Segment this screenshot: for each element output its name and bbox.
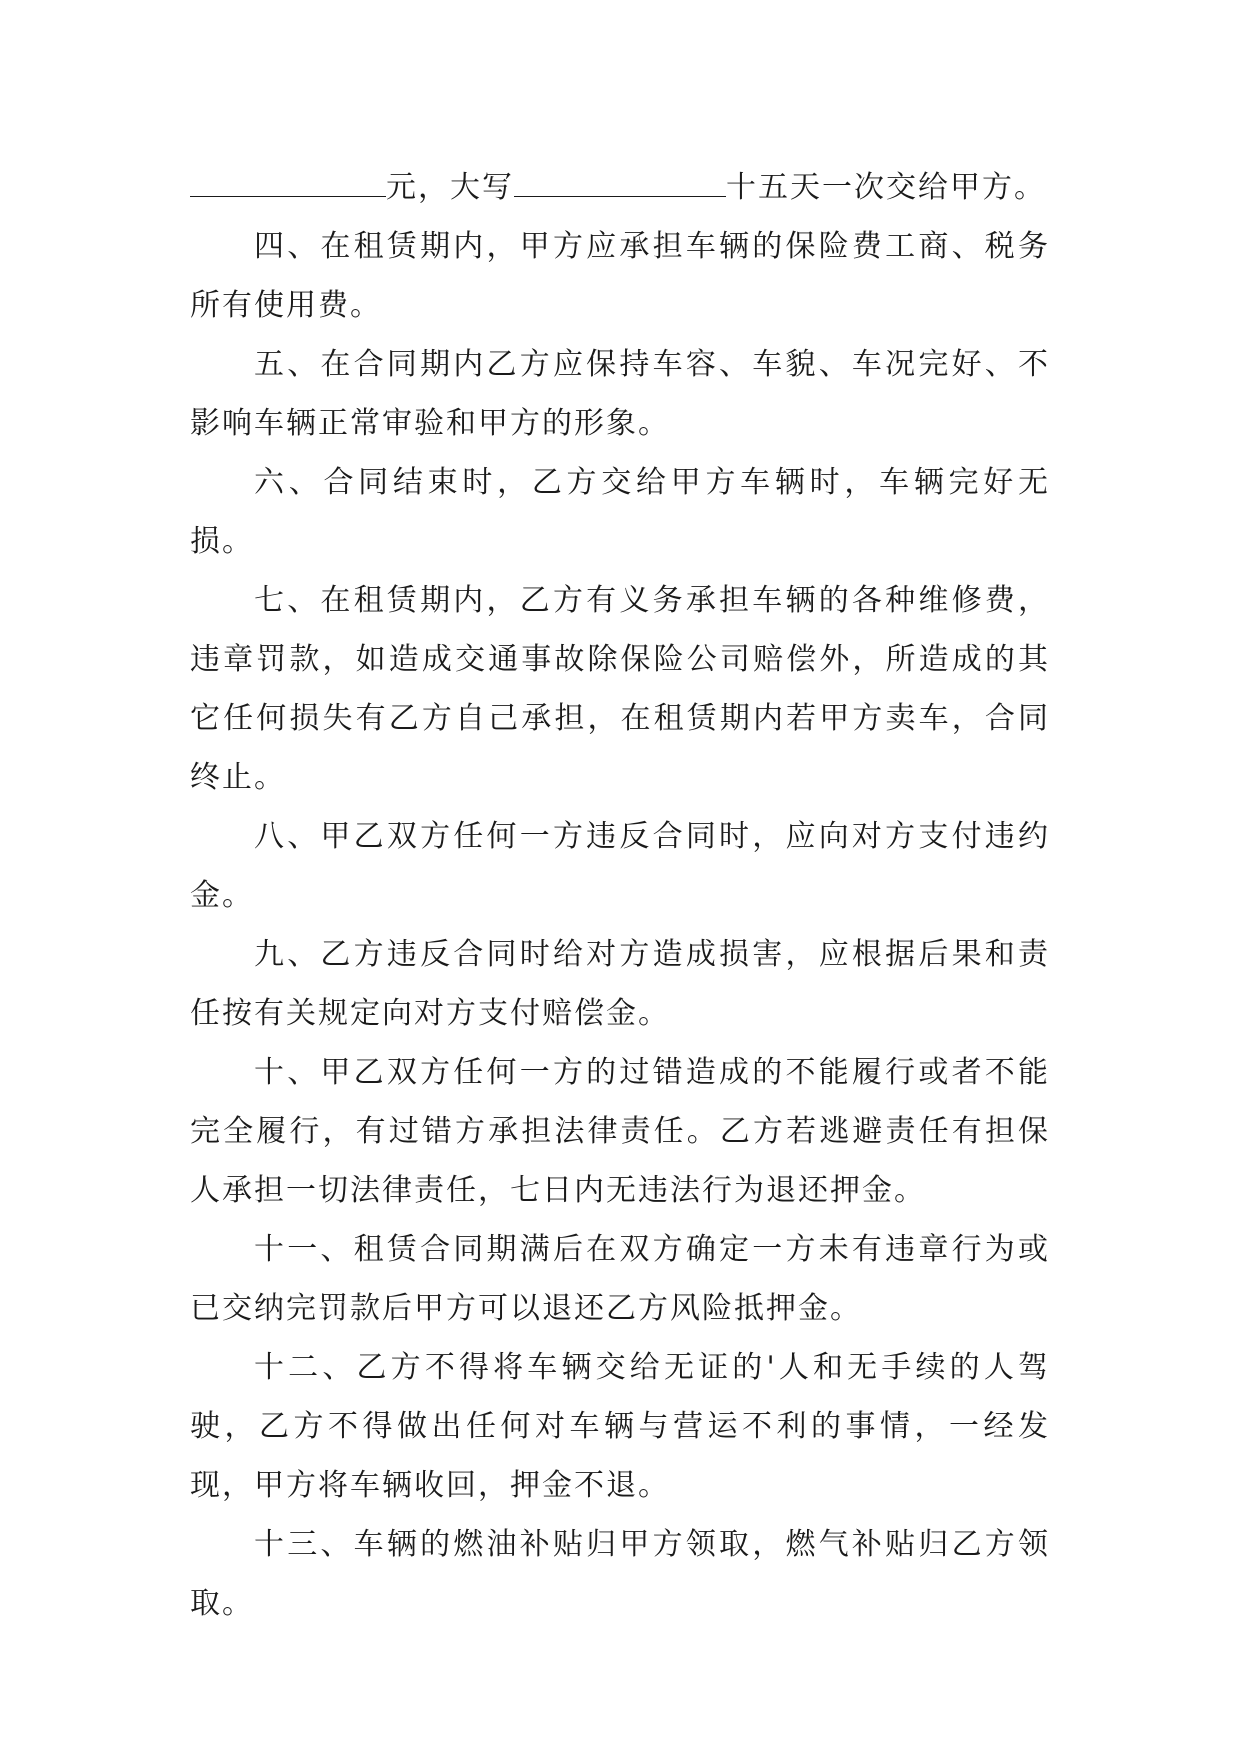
payment-line — [190, 158, 1050, 217]
clause-13: 十三、车辆的燃油补贴归甲方领取，燃气补贴归乙方领取。 — [190, 1527, 1050, 1621]
clause-4: 四、在租赁期内，甲方应承担车辆的保险费工商、税务所有使用费。 — [190, 229, 1050, 323]
clause-5: 五、在合同期内乙方应保持车容、车貌、车况完好、不影响车辆正常审验和甲方的形象。 — [190, 347, 1050, 441]
payment-schedule-text: 十五天一次交给甲方。 — [726, 170, 1046, 205]
clause-6: 六、合同结束时，乙方交给甲方车辆时，车辆完好无损。 — [190, 465, 1050, 559]
amount-in-words-blank — [514, 166, 726, 197]
clause-10: 十、甲乙双方任何一方的过错造成的不能履行或者不能完全履行，有过错方承担法律责任。乙方若逃避责任有担保人承担一切法律责任，七日内无违法行为退还押金。 — [190, 1055, 1050, 1208]
amount-unit-text: 元，大写 — [386, 170, 514, 205]
document-body — [190, 158, 1050, 1633]
clause-8: 八、甲乙双方任何一方违反合同时，应向对方支付违约金。 — [190, 819, 1050, 913]
clause-12: 十二、乙方不得将车辆交给无证的'人和无手续的人驾驶，乙方不得做出任何对车辆与营运不利的事情，一经发现，甲方将车辆收回，押金不退。 — [190, 1350, 1050, 1503]
amount-blank — [190, 166, 386, 197]
clause-11: 十一、租赁合同期满后在双方确定一方未有违章行为或已交纳完罚款后甲方可以退还乙方风险抵押金。 — [190, 1232, 1050, 1326]
clause-9: 九、乙方违反合同时给对方造成损害，应根据后果和责任按有关规定向对方支付赔偿金。 — [190, 937, 1050, 1031]
clause-7: 七、在租赁期内，乙方有义务承担车辆的各种维修费，违章罚款，如造成交通事故除保险公司赔偿外，所造成的其它任何损失有乙方自己承担，在租赁期内若甲方卖车，合同终止。 — [190, 583, 1050, 795]
